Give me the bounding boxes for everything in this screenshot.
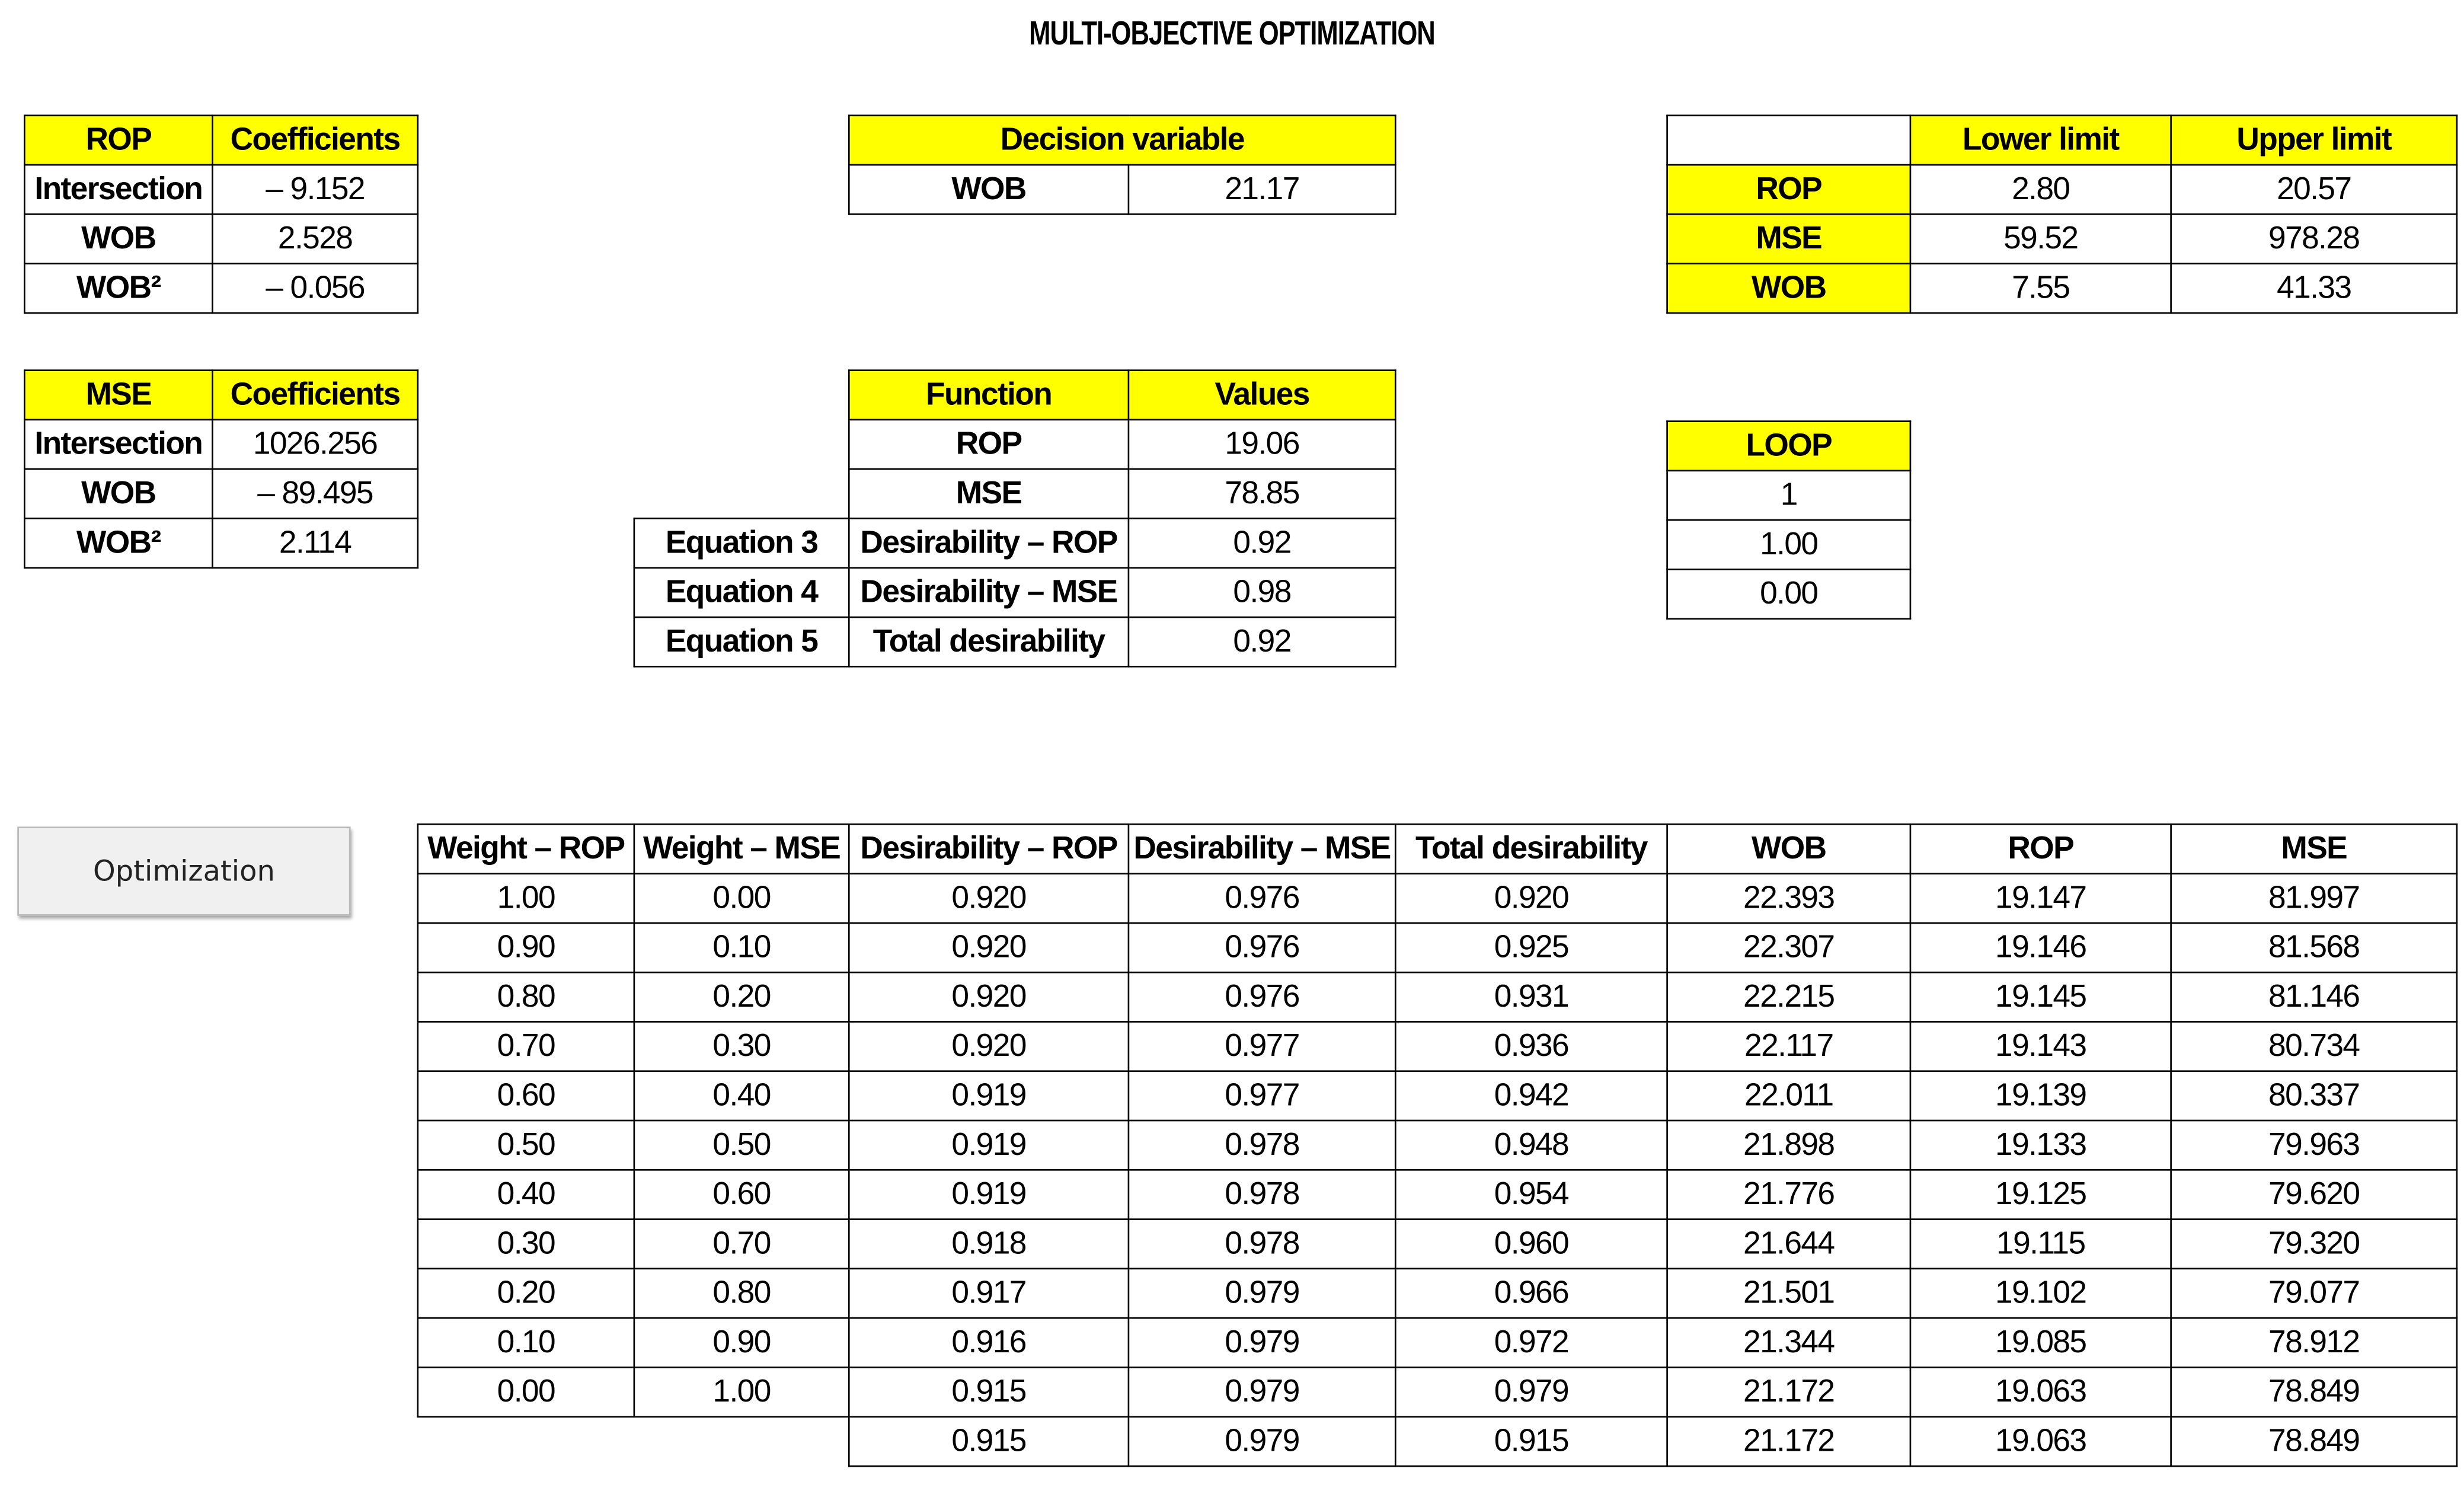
final-cell-desirability-mse[interactable]: 0.979 (1129, 1417, 1395, 1466)
cell-wob[interactable]: 21.644 (1667, 1220, 1910, 1269)
cell-rop[interactable]: 19.145 (1910, 972, 2171, 1021)
cell-desirability-mse[interactable]: 0.976 (1129, 874, 1395, 923)
cell-rop[interactable]: 19.085 (1910, 1318, 2171, 1367)
final-cell-rop[interactable]: 19.063 (1910, 1417, 2171, 1466)
limits-table (1666, 114, 2457, 314)
cell-wob[interactable]: 22.117 (1667, 1021, 1910, 1071)
cell-desirability-mse[interactable]: 0.978 (1129, 1170, 1395, 1219)
table-row (418, 1269, 2457, 1318)
cell-weight-rop[interactable]: 1.00 (418, 874, 634, 923)
cell-total-desirability[interactable]: 0.972 (1395, 1318, 1667, 1367)
cell-wob[interactable]: 21.501 (1667, 1269, 1910, 1318)
cell-rop[interactable]: 19.063 (1910, 1367, 2171, 1416)
cell-total-desirability[interactable]: 0.920 (1395, 874, 1667, 923)
cell-total-desirability[interactable]: 0.948 (1395, 1120, 1667, 1170)
decision-variable-label: WOB (849, 165, 1129, 214)
cell-weight-mse[interactable]: 0.80 (634, 1269, 849, 1318)
cell-desirability-mse[interactable]: 0.979 (1129, 1367, 1395, 1416)
cell-mse[interactable]: 81.146 (2171, 972, 2457, 1021)
cell-rop[interactable]: 19.133 (1910, 1120, 2171, 1170)
cell-desirability-mse[interactable]: 0.978 (1129, 1220, 1395, 1269)
cell-total-desirability[interactable]: 0.931 (1395, 972, 1667, 1021)
loop-value[interactable]: 0.00 (1667, 569, 1910, 618)
cell-mse[interactable]: 80.337 (2171, 1071, 2457, 1120)
cell-rop[interactable]: 19.147 (1910, 874, 2171, 923)
function-value-mse[interactable]: 78.85 (1129, 469, 1395, 518)
rop-coeff-value-wob[interactable]: 2.528 (212, 214, 417, 263)
rop-coeff-value-intersection[interactable]: – 9.152 (212, 165, 417, 214)
table-row (418, 1170, 2457, 1219)
cell-desirability-rop[interactable]: 0.917 (849, 1269, 1129, 1318)
table-row (418, 1318, 2457, 1367)
cell-desirability-rop[interactable]: 0.919 (849, 1120, 1129, 1170)
equation-3-label: Equation 3 (634, 518, 849, 567)
cell-weight-mse[interactable]: 0.60 (634, 1170, 849, 1219)
cell-weight-mse[interactable]: 0.20 (634, 972, 849, 1021)
cell-desirability-rop[interactable]: 0.918 (849, 1220, 1129, 1269)
mse-coeff-label-wob2: WOB² (24, 518, 212, 567)
decision-variable-value[interactable]: 21.17 (1129, 165, 1395, 214)
function-label-rop: ROP (849, 420, 1129, 469)
cell-desirability-rop[interactable]: 0.920 (849, 1021, 1129, 1071)
results-header-wob: WOB (1667, 824, 1910, 873)
decision-variable-table (848, 114, 1396, 215)
mse-coeff-header-mse: MSE (24, 371, 212, 420)
cell-wob[interactable]: 21.898 (1667, 1120, 1910, 1170)
final-row-spacer (418, 1417, 849, 1466)
cell-total-desirability[interactable]: 0.979 (1395, 1367, 1667, 1416)
cell-weight-rop[interactable]: 0.90 (418, 923, 634, 972)
cell-weight-mse[interactable]: 0.00 (634, 874, 849, 923)
cell-total-desirability[interactable]: 0.936 (1395, 1021, 1667, 1071)
cell-weight-rop[interactable]: 0.40 (418, 1170, 634, 1219)
limits-lower-wob[interactable]: 7.55 (1910, 264, 2171, 313)
loop-value[interactable]: 1 (1667, 471, 1910, 520)
results-header-desirability-mse: Desirability – MSE (1129, 824, 1395, 873)
mse-coeff-value-intersection[interactable]: 1026.256 (212, 420, 417, 469)
rop-coeff-label-wob2: WOB² (24, 264, 212, 313)
cell-desirability-rop[interactable]: 0.920 (849, 874, 1129, 923)
cell-wob[interactable]: 22.307 (1667, 923, 1910, 972)
final-cell-desirability-rop[interactable]: 0.915 (849, 1417, 1129, 1466)
mse-coeff-header-coefficients: Coefficients (212, 371, 417, 420)
function-table-spacer (634, 469, 849, 518)
cell-mse[interactable]: 79.320 (2171, 1220, 2457, 1269)
cell-desirability-mse[interactable]: 0.977 (1129, 1071, 1395, 1120)
cell-weight-mse[interactable]: 0.40 (634, 1071, 849, 1120)
limits-upper-rop[interactable]: 20.57 (2171, 165, 2457, 214)
cell-desirability-mse[interactable]: 0.976 (1129, 972, 1395, 1021)
results-header-desirability-rop: Desirability – ROP (849, 824, 1129, 873)
limits-header-blank (1667, 116, 1910, 165)
final-cell-total-desirability[interactable]: 0.915 (1395, 1417, 1667, 1466)
function-table-spacer (634, 371, 849, 420)
cell-rop[interactable]: 19.143 (1910, 1021, 2171, 1071)
cell-desirability-rop[interactable]: 0.916 (849, 1318, 1129, 1367)
function-values-table (634, 369, 1396, 667)
function-header: Function (849, 371, 1129, 420)
results-header-mse: MSE (2171, 824, 2457, 873)
function-label-mse: MSE (849, 469, 1129, 518)
cell-mse[interactable]: 78.849 (2171, 1367, 2457, 1416)
decision-variable-header: Decision variable (849, 116, 1395, 165)
cell-mse[interactable]: 81.997 (2171, 874, 2457, 923)
rop-coeff-header-rop: ROP (24, 116, 212, 165)
results-header-total-desirability: Total desirability (1395, 824, 1667, 873)
cell-rop[interactable]: 19.115 (1910, 1220, 2171, 1269)
rop-coeff-header-coefficients: Coefficients (212, 116, 417, 165)
cell-wob[interactable]: 22.393 (1667, 874, 1910, 923)
equation-5-label: Equation 5 (634, 617, 849, 666)
cell-mse[interactable]: 79.963 (2171, 1120, 2457, 1170)
rop-coeff-value-wob2[interactable]: – 0.056 (212, 264, 417, 313)
cell-weight-mse[interactable]: 0.50 (634, 1120, 849, 1170)
mse-coeff-value-wob[interactable]: – 89.495 (212, 469, 417, 518)
cell-weight-rop[interactable]: 0.00 (418, 1367, 634, 1416)
limits-upper-wob[interactable]: 41.33 (2171, 264, 2457, 313)
loop-value[interactable]: 1.00 (1667, 520, 1910, 569)
cell-desirability-rop[interactable]: 0.919 (849, 1071, 1129, 1120)
cell-mse[interactable]: 80.734 (2171, 1021, 2457, 1071)
table-row (418, 1021, 2457, 1071)
limits-upper-mse[interactable]: 978.28 (2171, 214, 2457, 263)
cell-desirability-mse[interactable]: 0.977 (1129, 1021, 1395, 1071)
rop-coeff-label-wob: WOB (24, 214, 212, 263)
limits-header-upper: Upper limit (2171, 116, 2457, 165)
final-cell-mse[interactable]: 78.849 (2171, 1417, 2457, 1466)
final-cell-wob[interactable]: 21.172 (1667, 1417, 1910, 1466)
cell-mse[interactable]: 78.912 (2171, 1318, 2457, 1367)
cell-desirability-rop[interactable]: 0.915 (849, 1367, 1129, 1416)
cell-weight-rop[interactable]: 0.60 (418, 1071, 634, 1120)
equation-4-label: Equation 4 (634, 568, 849, 617)
cell-mse[interactable]: 81.568 (2171, 923, 2457, 972)
cell-weight-rop[interactable]: 0.80 (418, 972, 634, 1021)
cell-weight-mse[interactable]: 1.00 (634, 1367, 849, 1416)
cell-rop[interactable]: 19.125 (1910, 1170, 2171, 1219)
table-row (418, 1367, 2457, 1416)
mse-coeff-label-wob: WOB (24, 469, 212, 518)
cell-weight-mse[interactable]: 0.10 (634, 923, 849, 972)
mse-coeff-label-intersection: Intersection (24, 420, 212, 469)
limits-lower-mse[interactable]: 59.52 (1910, 214, 2171, 263)
limits-label-rop: ROP (1667, 165, 1910, 214)
cell-desirability-rop[interactable]: 0.920 (849, 923, 1129, 972)
table-row (418, 1071, 2457, 1120)
cell-desirability-mse[interactable]: 0.978 (1129, 1120, 1395, 1170)
mse-coeff-value-wob2[interactable]: 2.114 (212, 518, 417, 567)
final-result-row (418, 1417, 2457, 1466)
cell-wob[interactable]: 22.215 (1667, 972, 1910, 1021)
mse-coefficients-table (24, 369, 418, 569)
cell-wob[interactable]: 21.776 (1667, 1170, 1910, 1219)
cell-weight-mse[interactable]: 0.70 (634, 1220, 849, 1269)
cell-total-desirability[interactable]: 0.954 (1395, 1170, 1667, 1219)
table-row (418, 1220, 2457, 1269)
table-row (418, 972, 2457, 1021)
cell-desirability-rop[interactable]: 0.919 (849, 1170, 1129, 1219)
function-label-total-desirability: Total desirability (849, 617, 1129, 666)
cell-rop[interactable]: 19.146 (1910, 923, 2171, 972)
cell-total-desirability[interactable]: 0.966 (1395, 1269, 1667, 1318)
results-table (417, 823, 2457, 1467)
cell-weight-rop[interactable]: 0.70 (418, 1021, 634, 1071)
function-label-desirability-rop: Desirability – ROP (849, 518, 1129, 567)
function-value-desirability-mse[interactable]: 0.98 (1129, 568, 1395, 617)
cell-weight-rop[interactable]: 0.30 (418, 1220, 634, 1269)
limits-label-mse: MSE (1667, 214, 1910, 263)
loop-header: LOOP (1667, 422, 1910, 471)
cell-total-desirability[interactable]: 0.942 (1395, 1071, 1667, 1120)
table-row (418, 1120, 2457, 1170)
cell-weight-mse[interactable]: 0.30 (634, 1021, 849, 1071)
cell-weight-rop[interactable]: 0.50 (418, 1120, 634, 1170)
function-value-desirability-rop[interactable]: 0.92 (1129, 518, 1395, 567)
rop-coefficients-table (24, 114, 418, 314)
cell-desirability-rop[interactable]: 0.920 (849, 972, 1129, 1021)
cell-total-desirability[interactable]: 0.960 (1395, 1220, 1667, 1269)
cell-weight-rop[interactable]: 0.20 (418, 1269, 634, 1318)
limits-lower-rop[interactable]: 2.80 (1910, 165, 2171, 214)
rop-coeff-label-intersection: Intersection (24, 165, 212, 214)
cell-mse[interactable]: 79.077 (2171, 1269, 2457, 1318)
cell-desirability-mse[interactable]: 0.979 (1129, 1318, 1395, 1367)
results-header-weight-rop: Weight – ROP (418, 824, 634, 873)
cell-wob[interactable]: 21.172 (1667, 1367, 1910, 1416)
cell-mse[interactable]: 79.620 (2171, 1170, 2457, 1219)
cell-wob[interactable]: 21.344 (1667, 1318, 1910, 1367)
page-title: MULTI-OBJECTIVE OPTIMIZATION (1029, 15, 1435, 53)
limits-header-lower: Lower limit (1910, 116, 2171, 165)
cell-weight-rop[interactable]: 0.10 (418, 1318, 634, 1367)
function-table-spacer (634, 420, 849, 469)
function-value-total-desirability[interactable]: 0.92 (1129, 617, 1395, 666)
table-row (418, 923, 2457, 972)
cell-desirability-mse[interactable]: 0.976 (1129, 923, 1395, 972)
cell-wob[interactable]: 22.011 (1667, 1071, 1910, 1120)
cell-weight-mse[interactable]: 0.90 (634, 1318, 849, 1367)
results-header-rop: ROP (1910, 824, 2171, 873)
optimization-button[interactable]: Optimization (17, 826, 350, 915)
cell-total-desirability[interactable]: 0.925 (1395, 923, 1667, 972)
limits-label-wob: WOB (1667, 264, 1910, 313)
results-header-row (418, 824, 2457, 873)
function-label-desirability-mse: Desirability – MSE (849, 568, 1129, 617)
cell-rop[interactable]: 19.102 (1910, 1269, 2171, 1318)
cell-rop[interactable]: 19.139 (1910, 1071, 2171, 1120)
cell-desirability-mse[interactable]: 0.979 (1129, 1269, 1395, 1318)
results-header-weight-mse: Weight – MSE (634, 824, 849, 873)
table-row (418, 874, 2457, 923)
values-header: Values (1129, 371, 1395, 420)
loop-table (1666, 420, 1911, 620)
function-value-rop[interactable]: 19.06 (1129, 420, 1395, 469)
